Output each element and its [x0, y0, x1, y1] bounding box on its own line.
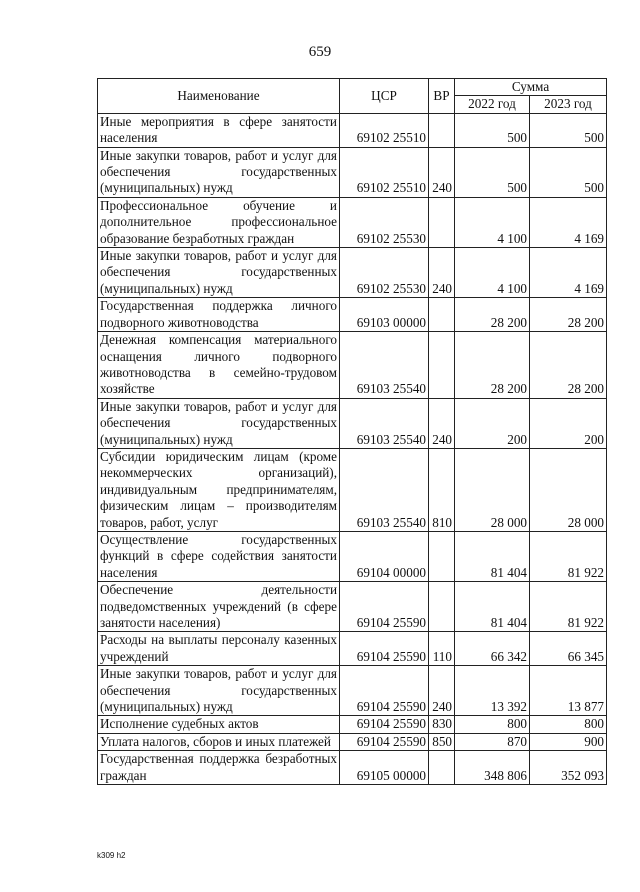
cell-2023: 4 169 [530, 197, 607, 247]
header-csr: ЦСР [340, 79, 429, 114]
cell-2022: 28 200 [455, 298, 530, 332]
table-row [98, 113, 607, 147]
cell-vr: 240 [429, 248, 455, 298]
cell-2022: 28 200 [455, 332, 530, 399]
cell-name: Профессиональное обучение и дополнительное профессиональное образование безработных граждан [98, 197, 340, 247]
page-number: 659 [308, 44, 332, 60]
table-row [98, 582, 607, 632]
table-row [98, 666, 607, 716]
cell-2023: 500 [530, 113, 607, 147]
cell-2023: 200 [530, 398, 607, 448]
cell-csr: 69104 25590 [340, 716, 429, 733]
cell-2023: 800 [530, 716, 607, 733]
cell-2022: 4 100 [455, 197, 530, 247]
table-row [98, 147, 607, 197]
table-row [98, 398, 607, 448]
cell-csr: 69103 00000 [340, 298, 429, 332]
cell-name: Исполнение судебных актов [98, 716, 340, 733]
cell-2022: 200 [455, 398, 530, 448]
cell-vr [429, 582, 455, 632]
cell-csr: 69103 25540 [340, 332, 429, 399]
cell-2023: 28 200 [530, 298, 607, 332]
cell-name: Осуществление государственных функций в сфере содействия занятости населения [98, 531, 340, 581]
cell-vr: 240 [429, 147, 455, 197]
cell-2023: 81 922 [530, 531, 607, 581]
cell-2023: 81 922 [530, 582, 607, 632]
cell-2022: 500 [455, 113, 530, 147]
cell-vr: 810 [429, 448, 455, 531]
cell-2023: 28 000 [530, 448, 607, 531]
cell-2022: 348 806 [455, 751, 530, 785]
cell-csr: 69103 25540 [340, 448, 429, 531]
cell-2023: 4 169 [530, 248, 607, 298]
cell-csr: 69103 25540 [340, 398, 429, 448]
cell-csr: 69105 00000 [340, 751, 429, 785]
cell-2023: 500 [530, 147, 607, 197]
cell-name: Государственная поддержка безработных граждан [98, 751, 340, 785]
cell-csr: 69102 25530 [340, 248, 429, 298]
header-year-2023: 2023 год [530, 96, 607, 113]
cell-2023: 352 093 [530, 751, 607, 785]
cell-name: Денежная компенсация материального оснащения личного подворного животноводства в семейно-трудовом хозяйстве [98, 332, 340, 399]
budget-table [97, 78, 607, 785]
cell-vr [429, 298, 455, 332]
cell-2023: 66 345 [530, 632, 607, 666]
cell-2022: 66 342 [455, 632, 530, 666]
table-body [98, 113, 607, 784]
header-name: Наименование [98, 79, 340, 114]
cell-2022: 800 [455, 716, 530, 733]
cell-vr [429, 332, 455, 399]
cell-vr [429, 751, 455, 785]
table-row [98, 716, 607, 733]
cell-vr [429, 113, 455, 147]
cell-name: Государственная поддержка личного подворного животноводства [98, 298, 340, 332]
header-year-2022: 2022 год [455, 96, 530, 113]
cell-2022: 870 [455, 733, 530, 750]
cell-csr: 69102 25510 [340, 113, 429, 147]
cell-vr: 240 [429, 398, 455, 448]
table-row [98, 733, 607, 750]
table-row [98, 332, 607, 399]
cell-vr [429, 197, 455, 247]
cell-csr: 69104 25590 [340, 733, 429, 750]
cell-name: Обеспечение деятельности подведомственных учреждений (в сфере занятости населения) [98, 582, 340, 632]
table-row [98, 751, 607, 785]
cell-name: Иные закупки товаров, работ и услуг для обеспечения государственных (муниципальных) нужд [98, 666, 340, 716]
cell-csr: 69104 25590 [340, 666, 429, 716]
cell-csr: 69104 25590 [340, 582, 429, 632]
footer-code: k309 h2 [97, 851, 126, 860]
table-header [98, 79, 607, 114]
table-row [98, 448, 607, 531]
cell-2022: 28 000 [455, 448, 530, 531]
table-row [98, 197, 607, 247]
cell-vr: 830 [429, 716, 455, 733]
table-row [98, 298, 607, 332]
cell-name: Иные мероприятия в сфере занятости населения [98, 113, 340, 147]
cell-2022: 81 404 [455, 582, 530, 632]
cell-name: Иные закупки товаров, работ и услуг для обеспечения государственных (муниципальных) нужд [98, 147, 340, 197]
cell-2023: 28 200 [530, 332, 607, 399]
cell-2023: 13 877 [530, 666, 607, 716]
cell-vr: 240 [429, 666, 455, 716]
header-vr: ВР [429, 79, 455, 114]
cell-name: Иные закупки товаров, работ и услуг для обеспечения государственных (муниципальных) нужд [98, 398, 340, 448]
cell-2022: 4 100 [455, 248, 530, 298]
cell-2022: 13 392 [455, 666, 530, 716]
cell-name: Уплата налогов, сборов и иных платежей [98, 733, 340, 750]
cell-csr: 69104 00000 [340, 531, 429, 581]
cell-name: Иные закупки товаров, работ и услуг для обеспечения государственных (муниципальных) нужд [98, 248, 340, 298]
table-row [98, 248, 607, 298]
cell-2022: 81 404 [455, 531, 530, 581]
header-sum: Сумма [455, 79, 607, 96]
cell-name: Расходы на выплаты персоналу казенных учреждений [98, 632, 340, 666]
cell-2022: 500 [455, 147, 530, 197]
cell-name: Субсидии юридическим лицам (кроме некоммерческих организаций), индивидуальным предпринимателям, физическим лицам – производителям товаров, работ, услуг [98, 448, 340, 531]
cell-csr: 69104 25590 [340, 632, 429, 666]
cell-vr: 850 [429, 733, 455, 750]
table-row [98, 632, 607, 666]
cell-vr: 110 [429, 632, 455, 666]
cell-csr: 69102 25510 [340, 147, 429, 197]
cell-vr [429, 531, 455, 581]
cell-csr: 69102 25530 [340, 197, 429, 247]
table-row [98, 531, 607, 581]
cell-2023: 900 [530, 733, 607, 750]
